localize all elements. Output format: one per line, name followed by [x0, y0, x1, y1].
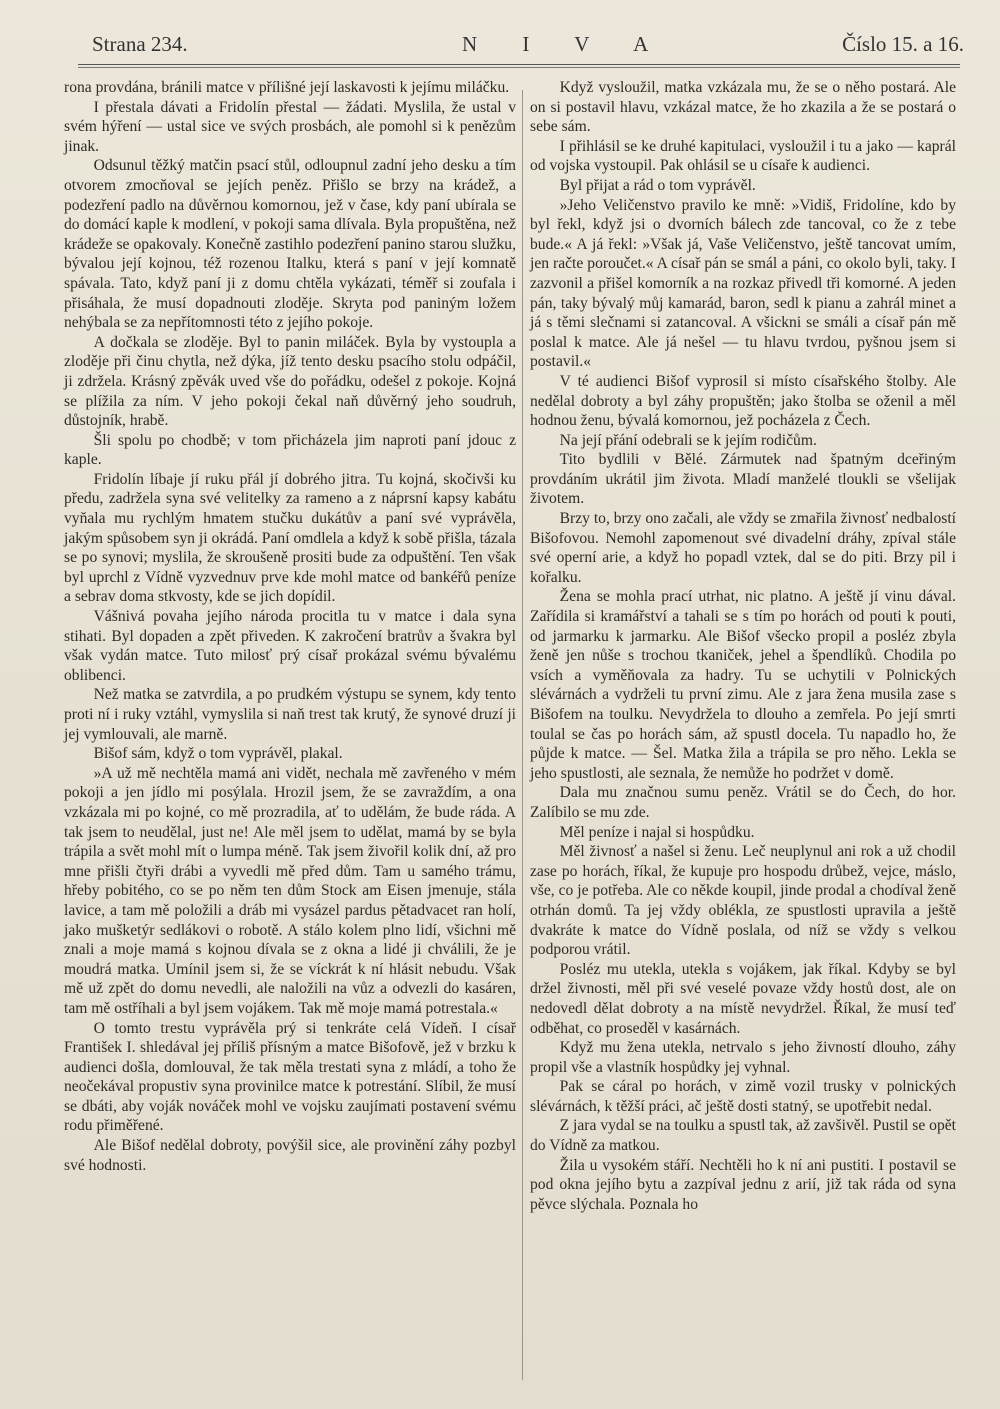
- paragraph: Měl živnosť a našel si ženu. Leč neuplynul ani rok a už chodil zase po horách, říkal, že kupuje pro hospodu drůbež, vejce, máslo, vše, co je potřeba. Ale co někde koupil, jinde prodal a chodíval ženě otrhán domů. Ta jej vždy oblékla, ze spustlosti upravila a ještě dvakráte k matce do Vídně poslala, od níž se vždy s velkou podporou vrátil.: [530, 843, 956, 959]
- paragraph: Tito bydlili v Bělé. Zármutek nad špatným dceřiným provdáním ukrátil jim života. Mladí manželé tloukli se všelijak životem.: [530, 451, 956, 508]
- paragraph: Fridolín líbaje jí ruku přál jí dobrého jitra. Tu kojná, skočivši ku předu, zadržela syna své velitelky za rameno a z náprsní kapsy kabátu vyňala mu rychlým hmatem stučku dukátův a paní své vyprávěla, jakým spůsobem syn ji okrádá. Paní omdlela a když k sobě přišla, tázala se po synovi; myslila, že skroušeně prositi bude za odpuštění. Ten však byl uprchl z Vídně vyzvednuv prve kde mohl matce od bankéřů peníze a sebrav doma stkvosty, kde se jich dopídil.: [64, 470, 516, 606]
- paragraph: Žena se mohla prací utrhat, nic platno. A ještě jí vinu dával. Zařídila si kramářství a tahali se s tím po horách od pouti k pouti, od jarmarku k jarmarku. Ale Bišof všecko propil a posléz zbyla ženě jen nůše s trochou tkaniček, jehel a špendlíků. Chodila po vsích a vyměňovala za hadry. Tu se uchytili v Polnických slévárnách a vydrželi tu první zimu. Ale z jara žena musila zase s Bišofem na toulku. Nevydržela to dlouho a zemřela. Po její smrti toulal se čas po horách sám, až spustl docela. Tu napadlo ho, že půjde k matce. — Šel. Matka žila a trápila se pro něho. Lekla se jeho spustlosti, ale seznala, že nemůže ho podržet v domě.: [530, 588, 956, 782]
- paragraph: Pak se cáral po horách, v zimě vozil trusky v polnických slévárnách, k těžší práci, ač ještě dosti statný, se upotřebit nedal.: [530, 1078, 956, 1115]
- paragraph: Odsunul těžký matčin psací stůl, odloupnul zadní jeho desku a tím otvorem zmocňoval se jejích peněz. Přišlo se brzy na krádež, a podezření padlo na důvěrnou komornou, jež v čase, kdy paní ubírala se do domácí kaple k modlení, v pokoji sama dlívala. Byla propuštěna, než krádeže se opakovaly. Konečně zastihlo podezření panino starou služku, bývalou její kojnou, též rozenou Italku, která s paní v její komnatě spávala. Tato, když paní ji z domu chtěla vykázati, téměř si zoufala i přisáhala, že musí dopadnouti zloděje. Skryta pod paniným ložem nehýbala se za nepřítomnosti této z jejího pokoje.: [64, 157, 516, 332]
- issue-number: Číslo 15. a 16.: [842, 32, 964, 56]
- paragraph: rona provdána, bránili matce v přílišné její laskavosti k jejímu miláčku.: [64, 79, 510, 96]
- journal-title: N I V A: [462, 32, 669, 56]
- page-number: Strana 234.: [92, 32, 188, 56]
- paragraph: Když vysloužil, matka vzkázala mu, že se o něho postará. Ale on si postavil hlavu, vzkázal matce, že ho zkazila a že se postará o sebe sám.: [530, 79, 956, 136]
- paragraph: Byl přijat a rád o tom vyprávěl.: [559, 176, 756, 194]
- paragraph: Žila u vysokém stáří. Nechtěli ho k ní ani pustiti. I postavil se pod okna jejího bytu a zazpíval jednu z arií, již tak ráda od syna pěvce slýchala. Poznala ho: [530, 1156, 956, 1213]
- paragraph: »A už mě nechtěla mamá ani vidět, nechala mě zavřeného v mém pokoji a jen jídlo mi posýlala. Hrozil jsem, že se zavraždím, a ona vzkázala mi po kojné, co mě prozradila, ať to udělám, že bude ráda. A tak jsem to neudělal, just ne! Ale měl jsem to udělat, mamá by se byla trápila a svět mohl mít o lumpa méně. Tak jsem živořil kolik dní, až pro mne přišli čtyři drábi a vyvedli mě před dům. Tam u samého trámu, hřeby pobitého, co se po něm ten dům Stock am Eisen jmenuje, stála lavice, a tam mě položili a dráb mi vysázel pardus pětadvacet ran holí, jako mušketýr sedlákovi o robotě. A stálo kolem plno lidí, všichni mě znali a moje mamá s kojnou dívala se z okna a lidé ji chválili, že je moudrá matka. Umínil jsem si, že se víckrát k ní hlásit nebudu. Však mě už zpět do domu nevedli, ale naložili na vůz a odvezli do kasáren, tam mě ostříhali a byl jsem vojákem. Tak mě moje mamá potrestala.«: [64, 764, 516, 1017]
- paragraph: Vášnivá povaha jejího národa procitla tu v matce i dala syna stihati. Byl dopaden a zpět přiveden. K zakročení bratrův a švakra byl však vydán matce. Tuto milosť prý císař prokázal svému bývalému oblibenci.: [64, 608, 516, 684]
- paragraph: Z jara vydal se na toulku a spustl tak, až zavšivěl. Pustil se opět do Vídně za matkou.: [530, 1117, 956, 1155]
- page-header: [92, 32, 964, 62]
- paragraph: Brzy to, brzy ono začali, ale vždy se zmařila živnosť nedbalostí Bišofovou. Nemohl zapomenout své divadelní dráhy, zpíval stále své operní arie, a když ho popadl vztek, dal se do piti. Brzy pil i kořalku.: [530, 510, 956, 586]
- paragraph: Než matka se zatvrdila, a po prudkém výstupu se synem, kdy tento proti ní i ruky vztáhl, vymyslila si naň trest tak krutý, že synové druzí ji jej vymlouvali, ale marně.: [64, 686, 516, 743]
- paragraph: Ale Bišof nedělal dobroty, povýšil sice, ale provinění záhy pozbyl své hodnosti.: [64, 1137, 516, 1174]
- paragraph: I přestala dávati a Fridolín přestal — žádati. Myslila, že ustal v svém hýření — ustal sice ve svých prosbách, ale pomohl si k penězům jinak.: [64, 98, 516, 155]
- paragraph: Šli spolu po chodbě; v tom přicházela jim naproti paní jdouc z kaple.: [64, 431, 516, 469]
- paragraph: O tomto trestu vyprávěla prý si tenkráte celá Vídeň. I císař František I. shledával jej příliš přísným a matce Bišofově, jež v brzku k audienci došla, domlouval, že tak měla trestati syna z mládí, a toho že neočekával propustiv syna provinilce matce k potrestání. Slíbil, že musí se dbáti, aby voják nováček mohl ve vojsku zaujímati postavení svému rodu přiměřené.: [64, 1019, 516, 1135]
- paragraph: Dala mu značnou sumu peněz. Vrátil se do Čech, do hor. Zalíbilo se mu zde.: [530, 784, 956, 821]
- paragraph: Bišof sám, když o tom vyprávěl, plakal.: [93, 745, 343, 763]
- paragraph: Když mu žena utekla, netrvalo s jeho živností dlouho, záhy propil vše a vlastník hospůdky jej vyhnal.: [530, 1039, 956, 1076]
- paragraph: »Jeho Veličenstvo pravilo ke mně: »Vidiš, Fridolíne, kdo by byl řekl, když jsi o dvorních bálech zde tancoval, co že z tebe bude.« A já řekl: »Však já, Vaše Veličenstvo, ještě tancovat umím, jen račte poroučet.« A císař pán se smál a páni, co okolo byli, taky. I zazvonil a přišel komorník a na rozkaz přivedl tři komorné. A jeden pán, taky bývalý můj kamarád, baron, sedl k pianu a zahrál minet a já s těmi slečnami si zatancoval. A všickni se smáli a císař pán mě poslal k matce. Ale já nešel — tu hlavu tvrdou, pyšnou jsem si postavil.«: [530, 196, 956, 371]
- column-divider: [522, 90, 523, 1380]
- header-rule: [78, 64, 960, 68]
- paragraph: A dočkala se zloděje. Byl to panin miláček. Byla by vystoupla a zloděje při činu chytla, než dýka, jíž tento desku psacího stolu odpáčil, ji zdržela. Krásný zpěvák uved vše do pořádku, odešel z pokoje. Kojná se plížila za ním. V jeho pokoji čekal naň důvěrný jeho soudruh, důstojník, hrabě.: [64, 333, 516, 430]
- left-column: [64, 78, 516, 1175]
- paragraph: V té audienci Bišof vyprosil si místo císařského štolby. Ale nedělal dobroty a byl záhy propuštěn; jako štolba se oženil a měl hodnou ženu, bývalá komornou, jež pocházela z Čech.: [530, 372, 956, 430]
- right-column: [530, 78, 956, 1214]
- paragraph: Na její přání odebrali se k jejím rodičům.: [559, 431, 817, 449]
- paragraph: Posléz mu utekla, utekla s vojákem, jak říkal. Kdyby se byl držel živnosti, měl při své veselé povaze vždy hostů dost, ale on nedovedl dělat dobroty a na místě nevydržel. Říkal, že musí teď odběhat, co proseděl v kasárnách.: [530, 960, 956, 1037]
- paragraph: I přihlásil se ke druhé kapitulaci, vysloužil i tu a jako — kaprál od vojska vystoupil. Pak ohlásil se u císaře k audienci.: [530, 137, 956, 175]
- paragraph: Měl peníze i najal si hospůdku.: [559, 823, 755, 841]
